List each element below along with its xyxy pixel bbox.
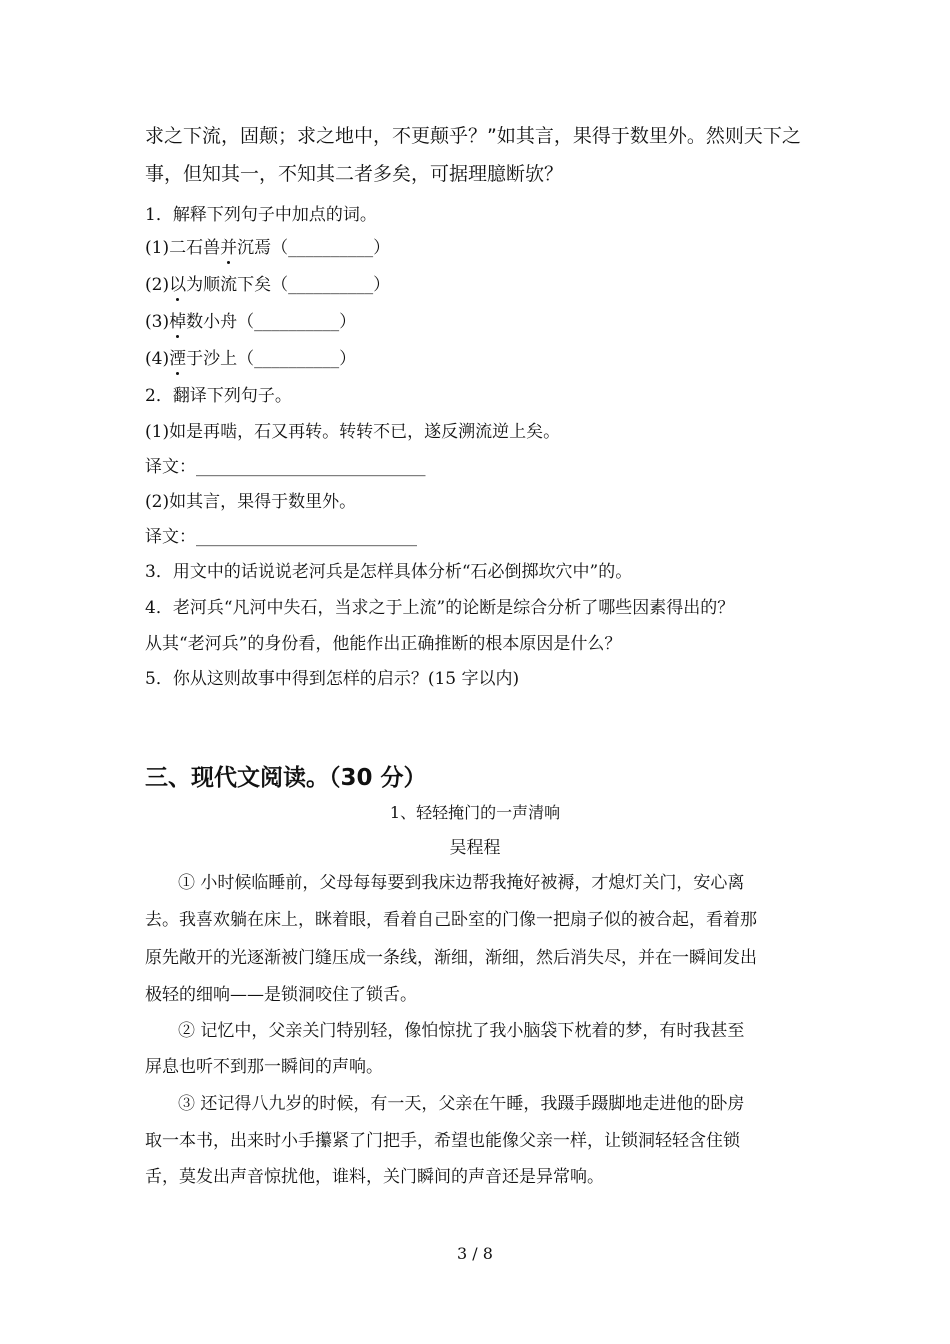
question-3: 3．用文中的话说说老河兵是怎样具体分析“石必倒掷坎穴中”的。 — [145, 562, 633, 582]
question-4-line-2: 从其“老河兵”的身份看，他能作出正确推断的根本原因是什么？ — [145, 634, 622, 654]
page-number: 3 / 8 — [457, 1244, 493, 1263]
paragraph-1-line-1: ① 小时候临睡前，父母每每要到我床边帮我掩好被褥，才熄灯关门，安心离 — [178, 873, 745, 893]
item-prefix: (3) — [145, 312, 170, 332]
question-5: 5．你从这则故事中得到怎样的启示？(15 字以内) — [145, 669, 520, 689]
question-1-item-3 — [145, 307, 356, 332]
paragraph-1-line-4: 极轻的细响——是锁洞咬住了锁舌。 — [145, 985, 417, 1005]
article-author: 吴程程 — [449, 838, 501, 858]
question-1-title: 1．解释下列句子中加点的词。 — [145, 205, 377, 225]
question-2-title: 2．翻译下列句子。 — [145, 386, 292, 406]
classical-text-line-2: 事，但知其一，不知其二者多矣，可据理臆断欤？ — [145, 163, 564, 185]
question-2-sentence-1: (1)如是再啮，石又再转。转转不已，遂反溯流逆上矣。 — [145, 422, 561, 442]
item-prefix: (1)二石兽 — [145, 238, 221, 258]
paragraph-1-line-2: 去。我喜欢躺在床上，眯着眼，看着自己卧室的门像一把扇子似的被合起，看着那 — [145, 910, 757, 930]
question-1-item-4 — [145, 344, 356, 369]
question-1-item-1 — [145, 233, 390, 258]
article-title: 1、轻轻掩门的一声清响 — [389, 803, 561, 822]
paragraph-2-line-2: 屏息也听不到那一瞬间的声响。 — [145, 1057, 383, 1077]
question-2-answer-1: 译文：___________________________ — [145, 457, 426, 477]
item-prefix: (2) — [145, 275, 170, 295]
item-suffix: 于沙上（__________） — [186, 349, 357, 369]
question-1-item-2 — [145, 270, 390, 295]
paragraph-3-line-2: 取一本书，出来时小手攥紧了门把手，希望也能像父亲一样，让锁洞轻轻含住锁 — [145, 1131, 740, 1151]
paragraph-3-line-1: ③ 还记得八九岁的时候，有一天，父亲在午睡，我蹑手蹑脚地走进他的卧房 — [178, 1094, 745, 1114]
dotted-word: 湮 — [169, 344, 186, 369]
section-3-heading: 三、现代文阅读。（30 分） — [145, 765, 427, 791]
item-prefix: (4) — [145, 349, 170, 369]
question-4-line-1: 4．老河兵“凡河中失石，当求之于上流”的论断是综合分析了哪些因素得出的？ — [145, 598, 735, 618]
paragraph-3-line-3: 舌，莫发出声音惊扰他，谁料，关门瞬间的声音还是异常响。 — [145, 1167, 604, 1187]
classical-text-line-1: 求之下流，固颠；求之地中，不更颠乎？”如其言，果得于数里外。然则天下之 — [145, 125, 801, 147]
paragraph-2-line-1: ② 记忆中，父亲关门特别轻，像怕惊扰了我小脑袋下枕着的梦，有时我甚至 — [178, 1021, 745, 1041]
dotted-word: 并 — [220, 233, 237, 258]
question-2-answer-2: 译文：__________________________ — [145, 527, 417, 547]
item-suffix: 为顺流下矣（__________） — [186, 275, 391, 295]
item-suffix: 沉焉（__________） — [237, 238, 391, 258]
dotted-word: 棹 — [169, 307, 186, 332]
item-suffix: 数小舟（__________） — [186, 312, 357, 332]
question-2-sentence-2: (2)如其言，果得于数里外。 — [145, 492, 357, 512]
dotted-word: 以 — [169, 270, 186, 295]
paragraph-1-line-3: 原先敞开的光逐渐被门缝压成一条线，渐细，渐细，然后消失尽，并在一瞬间发出 — [145, 948, 757, 968]
